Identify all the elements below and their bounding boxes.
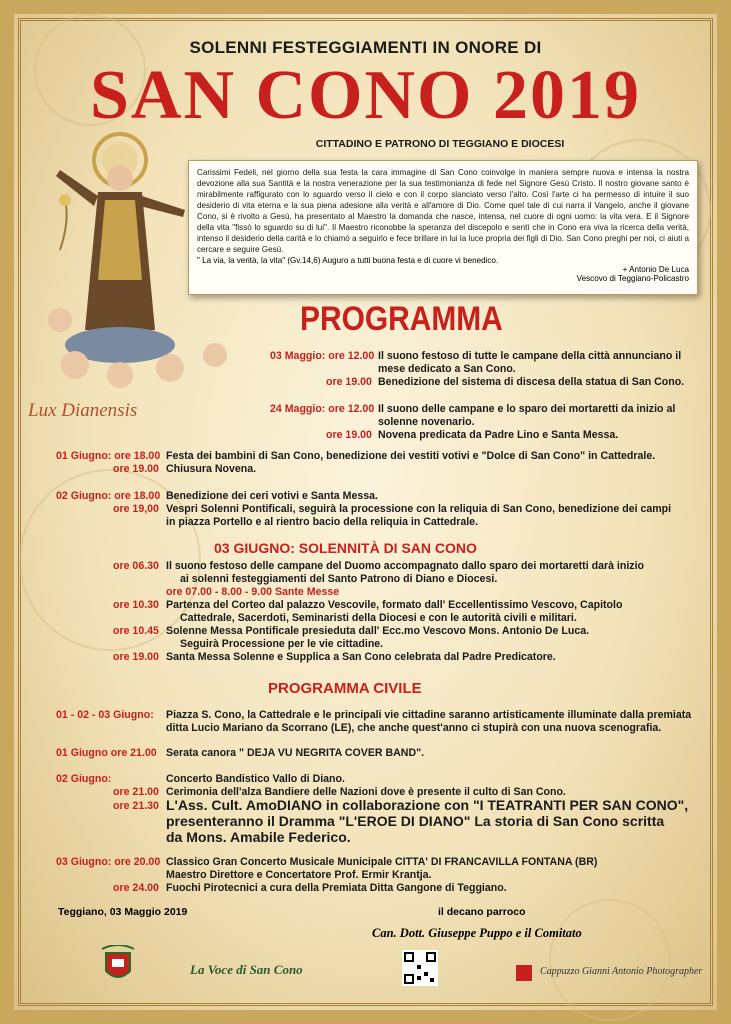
may3-label: 03 Maggio: ore 12.00 xyxy=(270,350,375,362)
letter-signature-title: Vescovo di Teggiano-Policastro xyxy=(576,274,689,283)
jun1-label: 01 Giugno: ore 18.00 xyxy=(56,450,161,462)
jun3-desc3b: Cattedrale, Sacerdoti, Seminaristi della Diocesi e con le autorità civili e militari. xyxy=(180,612,577,624)
voce-san-cono-logo: La Voce di San Cono xyxy=(190,962,303,977)
qr-code[interactable] xyxy=(402,950,438,986)
header-subtitle-bottom: CITTADINO E PATRONO DI TEGGIANO E DIOCESI xyxy=(315,138,565,150)
photographer-logo-icon xyxy=(516,965,532,981)
jun2-text2: Vespri Solenni Pontificali, seguirà la processione con la reliquia di San Cono, benedizione dei campi xyxy=(166,503,672,515)
jun3-time1: ore 06.30 xyxy=(113,560,159,572)
jun3-time5: ore 19.00 xyxy=(113,651,159,663)
civile-c3-time3: ore 21.30 xyxy=(113,800,159,812)
civile-c3-label: 02 Giugno: xyxy=(56,773,112,785)
page-title: SAN CONO 2019 xyxy=(89,57,642,134)
jun3-desc1b: ai solenni festeggiamenti del Santo Patrono di Diano e Diocesi. xyxy=(180,573,498,585)
jun3-masses: ore 07.00 - 8.00 - 9.00 Sante Messe xyxy=(166,586,340,598)
may24-text3: Novena predicata da Padre Lino e Santa Messa. xyxy=(378,429,619,441)
jun2-time2: ore 19,00 xyxy=(113,503,159,515)
jun3-time3: ore 10.30 xyxy=(113,599,159,611)
letter-quote: " La via, la verità, la vita" (Gv.14,6) Auguro a tutti buona festa e di cuore vi benedico. xyxy=(197,256,499,265)
civile-c3-time2: ore 21.00 xyxy=(113,786,159,798)
bishop-letter xyxy=(188,160,698,295)
header-subtitle-top: SOLENNI FESTEGGIAMENTI IN ONORE DI xyxy=(189,38,542,57)
jun3-desc4b: Seguirà Processione per le vie cittadine. xyxy=(180,638,384,650)
jun3-desc1: Il suono festoso delle campane del Duomo accompagnato dallo sparo dei mortaretti darà inizio xyxy=(166,560,644,572)
letter-signature-name: + Antonio De Luca xyxy=(622,265,689,274)
may3-text3: Benedizione del sistema di discesa della statua di San Cono. xyxy=(378,376,685,388)
jun3-desc5: Santa Messa Solenne e Supplica a San Cono celebrata dal Padre Predicatore. xyxy=(166,651,556,663)
jun3-desc4: Solenne Messa Pontificale presieduta dall' Ecc.mo Vescovo Mons. Antonio De Luca. xyxy=(166,625,590,637)
jun1-text2: Chiusura Novena. xyxy=(166,463,257,475)
civile-c4-label: 03 Giugno: ore 20.00 xyxy=(56,856,161,868)
may3-time2: ore 19.00 xyxy=(326,376,372,388)
programma-title: PROGRAMMA xyxy=(300,300,503,338)
civile-c1-text2: ditta Lucio Mariano da Scorrano (LE), che anche quest'anno ci stupirà con una nuova scenografia. xyxy=(166,722,662,734)
may24-text: Il suono delle campane e lo sparo dei mortaretti da inizio al xyxy=(378,403,676,415)
footer-place-date: Teggiano, 03 Maggio 2019 xyxy=(58,906,188,918)
civile-c1-text: Piazza S. Cono, la Cattedrale e le principali vie cittadine saranno artisticamente illuminate dalla premiata xyxy=(166,709,692,721)
jun3-desc3: Partenza del Corteo dal palazzo Vescovile, formato dall' Eccellentissimo Vescovo, Capitolo xyxy=(166,599,623,611)
may24-time2: ore 19.00 xyxy=(326,429,372,441)
civile-c3-desc2: Cerimonia dell'alza Bandiere delle Nazioni dove è presente il culto di San Cono. xyxy=(166,786,566,798)
civile-title: PROGRAMMA CIVILE xyxy=(268,680,422,697)
jun2-text: Benedizione dei ceri votivi e Santa Messa. xyxy=(166,490,378,502)
civile-c3-desc3c: da Mons. Amabile Federico. xyxy=(166,829,351,845)
civile-c3-desc3: L'Ass. Cult. AmoDIANO in collaborazione con "I TEATRANTI PER SAN CONO", xyxy=(166,797,689,813)
jun2-label: 02 Giugno: ore 18.00 xyxy=(56,490,161,502)
jun1-text: Festa dei bambini di San Cono, benedizione dei vestiti votivi e "Dolce di San Cono" in Cattedrale. xyxy=(166,450,656,462)
footer-decano: il decano parroco xyxy=(438,906,526,918)
diocese-coat-of-arms-logo xyxy=(100,945,136,987)
may3-text2: mese dedicato a San Cono. xyxy=(378,363,516,375)
civile-c2-label: 01 Giugno ore 21.00 xyxy=(56,747,157,759)
may3-text: Il suono festoso di tutte le campane della città annunciano il xyxy=(378,350,682,362)
jun1-time2: ore 19.00 xyxy=(113,463,159,475)
jun3-title: 03 GIUGNO: SOLENNITÀ DI SAN CONO xyxy=(214,540,477,556)
civile-c2-text: Serata canora " DEJA VU NEGRITA COVER BAND". xyxy=(166,747,425,759)
may24-label: 24 Maggio: ore 12.00 xyxy=(270,403,375,415)
may24-text2: solenne novenario. xyxy=(378,416,475,428)
jun3-time4: ore 10.45 xyxy=(113,625,159,637)
footer-signature: Can. Dott. Giuseppe Puppo e il Comitato xyxy=(372,926,582,940)
civile-c4-text: Classico Gran Concerto Musicale Municipale CITTA' DI FRANCAVILLA FONTANA (BR) xyxy=(166,856,598,868)
jun2-text3: in piazza Portello e al rientro bacio della reliquia in Cattedrale. xyxy=(166,516,479,528)
civile-c3-desc3b: presenteranno il Dramma "L'EROE DI DIANO" La storia di San Cono scritta xyxy=(166,813,665,829)
image-caption: Lux Dianensis xyxy=(28,400,138,421)
photographer-logo: Cappuzzo Gianni Antonio Photographer xyxy=(540,966,703,977)
civile-c4-text2: Maestro Direttore e Concertatore Prof. Ermir Krantja. xyxy=(166,869,432,881)
letter-body: Carissimi Fedeli, nel giorno della sua festa la cara immagine di San Cono coinvolge in maniera sempre nuova e intensa la nostra devozione alla sua Santità e la nostra venerazione per la sua testimonianza di fede nel Signore Gesù Cristo. Il nostro giovane santo è mirabilmente raffigurato con lo sguardo verso il cielo e con il corpo slanciato verso l'alto. Così l'arte ci ha permesso di intuire il suo desiderio di vita eterna e la sua piena adesione alla verità e all'amore di Dio. Come quel tale di cui narra il Vangelo, anche il giovane Cono, si è rivolto a Gesù, ha presentato al Maestro la domanda che nasce, intensa, nel cuore di ogni uomo: la vita vera. E il Signore della vita "fissò lo sguardo su di lui". Il Maestro riconobbe la speranza del discepolo e sentì che in Cono era viva la ricerca della verità, intenso il desiderio della carità e lo chiamò a seguirlo e fece brillare in lui la luce propria dei figli di Dio. San Cono preghi per noi, ci aiuti a cercare e seguire Gesù. xyxy=(197,168,689,254)
civile-c4-time3: ore 24.00 xyxy=(113,882,159,894)
civile-c1-label: 01 - 02 - 03 Giugno: xyxy=(56,709,154,721)
civile-c4-desc3: Fuochi Pirotecnici a cura della Premiata Ditta Gangone di Teggiano. xyxy=(166,882,507,894)
civile-c3-text: Concerto Bandistico Vallo di Diano. xyxy=(166,773,345,785)
